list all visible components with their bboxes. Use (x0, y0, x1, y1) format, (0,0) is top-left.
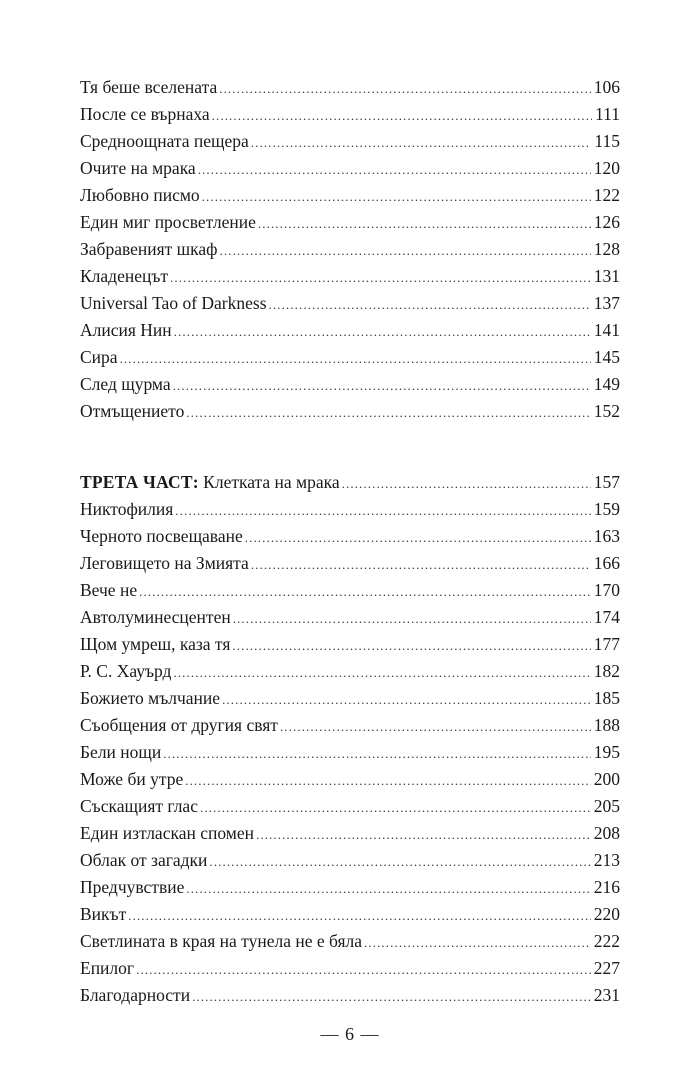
toc-entry (80, 371, 620, 398)
toc-entry-title: Universal Tao of Darkness (80, 293, 267, 313)
toc-entry-title: Вече не (80, 580, 138, 600)
toc-entry-page: 145 (593, 347, 620, 367)
toc-leader-dots (128, 902, 591, 929)
toc-leader-dots (198, 156, 591, 183)
toc-entry-page: 152 (593, 401, 620, 421)
toc-leader-dots (364, 929, 591, 956)
toc-leader-dots (219, 75, 591, 102)
toc-entry-page: 222 (593, 931, 620, 951)
toc-entry-page: 159 (593, 499, 620, 519)
toc-entry (80, 344, 620, 371)
toc-entry (80, 739, 620, 766)
toc-entry (80, 317, 620, 344)
toc-leader-dots (280, 713, 591, 740)
toc-entry-page: 128 (593, 239, 620, 259)
toc-entry (80, 101, 620, 128)
toc-entry-page: 216 (593, 877, 620, 897)
toc-leader-dots (269, 291, 591, 318)
toc-leader-dots (202, 183, 591, 210)
toc-entry-title: Автолуминесцентен (80, 607, 231, 627)
toc-leader-dots (163, 740, 591, 767)
toc-entry-page: 141 (593, 320, 620, 340)
toc-leader-dots (258, 210, 591, 237)
toc-entry (80, 712, 620, 739)
toc-entry-page: 111 (595, 104, 620, 124)
toc-entry-title: Забравеният шкаф (80, 239, 218, 259)
toc-leader-dots (245, 524, 591, 551)
toc-entry (80, 209, 620, 236)
toc-leader-dots (192, 983, 591, 1010)
toc-entry-page: 200 (593, 769, 620, 789)
toc-leader-dots (186, 875, 590, 902)
toc-entry (80, 658, 620, 685)
toc-entry (80, 290, 620, 317)
toc-entry-page: 122 (593, 185, 620, 205)
toc-entry (80, 793, 620, 820)
toc-entry-title: Съскащият глас (80, 796, 198, 816)
toc-entry-title: Любовно писмо (80, 185, 200, 205)
toc-entry-page: 170 (593, 580, 620, 600)
toc-entry-page: 115 (594, 131, 620, 151)
toc-entry-title: Един изтласкан спомен (80, 823, 254, 843)
toc-entry (80, 847, 620, 874)
toc-leader-dots (251, 551, 591, 578)
toc-entry (80, 982, 620, 1009)
toc-leader-dots (173, 372, 591, 399)
toc-entry (80, 928, 620, 955)
toc-leader-dots (233, 605, 591, 632)
toc-leader-dots (342, 470, 591, 497)
toc-entry-page: 177 (593, 634, 620, 654)
toc-entry-title: Очите на мрака (80, 158, 196, 178)
toc-leader-dots (185, 767, 591, 794)
toc-leader-dots (186, 399, 590, 426)
toc-entry (80, 398, 620, 425)
toc-entry-title: Леговището на Змията (80, 553, 249, 573)
toc-entry-page: 166 (593, 553, 620, 573)
toc-leader-dots (209, 848, 590, 875)
toc-leader-dots (232, 632, 590, 659)
toc-leader-dots (174, 318, 591, 345)
toc-entry-page: 227 (593, 958, 620, 978)
page-number: — 6 — (320, 1024, 380, 1044)
toc-entry-page: 157 (593, 472, 620, 492)
toc-entry-title: След щурма (80, 374, 171, 394)
toc-leader-dots (170, 264, 591, 291)
toc-entry (80, 874, 620, 901)
toc-entry-title: Може би утре (80, 769, 184, 789)
toc-entry-title: Божието мълчание (80, 688, 221, 708)
toc-entry-page: 231 (593, 985, 620, 1005)
toc-entry-page: 213 (593, 850, 620, 870)
toc-entry (80, 766, 620, 793)
toc-section-a (80, 74, 620, 425)
toc-entry-title: Викът (80, 904, 127, 924)
toc-leader-dots (173, 659, 590, 686)
toc-entry-page: 149 (593, 374, 620, 394)
toc-entry-page: 137 (593, 293, 620, 313)
toc-entry-page: 185 (593, 688, 620, 708)
toc-leader-dots (139, 578, 591, 605)
toc-leader-dots (120, 345, 591, 372)
section-gap (80, 425, 620, 469)
toc-entry-title: Черното посвещаване (80, 526, 243, 546)
part-heading-text (80, 469, 342, 496)
toc-entry-title: Един миг просветление (80, 212, 256, 232)
toc-entry-page: 163 (593, 526, 620, 546)
toc-entry (80, 236, 620, 263)
toc-entry-page: 188 (593, 715, 620, 735)
toc-leader-dots (175, 497, 590, 524)
toc-entry-title: Щом умреш, каза тя (80, 634, 231, 654)
toc-entry-title: Алисия Нин (80, 320, 172, 340)
toc-entry (80, 685, 620, 712)
toc-section-b (80, 469, 620, 1009)
toc-entry-title: Кладенецът (80, 266, 169, 286)
toc-entry (80, 128, 620, 155)
toc-entry-title: Никтофилия (80, 499, 174, 519)
toc-entry-page: 174 (593, 607, 620, 627)
toc-entry-title: После се върнаха (80, 104, 210, 124)
toc-entry-page: 126 (593, 212, 620, 232)
toc-entry (80, 263, 620, 290)
toc-entry-title: Средноощната пещера (80, 131, 249, 151)
toc-entry (80, 496, 620, 523)
toc-entry (80, 955, 620, 982)
toc-entry (80, 577, 620, 604)
toc-leader-dots (212, 102, 592, 129)
toc-leader-dots (251, 129, 592, 156)
toc-leader-dots (136, 956, 591, 983)
toc-entry-title: Бели нощи (80, 742, 162, 762)
toc-entry-page: 131 (593, 266, 620, 286)
toc-entry-title: Благодарности (80, 985, 191, 1005)
part-title: Клетката на мрака (203, 472, 340, 492)
toc-entry-title: Предчувствие (80, 877, 185, 897)
toc-entry-page: 208 (593, 823, 620, 843)
toc-entry-page: 220 (593, 904, 620, 924)
toc-entry-page: 106 (593, 77, 620, 97)
toc-entry-title: Светлината в края на тунела не е бяла (80, 931, 363, 951)
toc-entry-page: 205 (593, 796, 620, 816)
toc-entry-page: 120 (593, 158, 620, 178)
toc-entry (80, 820, 620, 847)
toc-part-heading (80, 469, 620, 496)
toc-entry-page: 195 (593, 742, 620, 762)
toc-entry (80, 631, 620, 658)
toc-entry-title: Съобщения от другия свят (80, 715, 278, 735)
toc-entry-page: 182 (593, 661, 620, 681)
toc-entry (80, 604, 620, 631)
toc-entry (80, 74, 620, 101)
toc-entry (80, 155, 620, 182)
toc-leader-dots (200, 794, 591, 821)
toc-entry-title: Облак от загадки (80, 850, 208, 870)
toc-leader-dots (222, 686, 591, 713)
toc-entry-title: Епилог (80, 958, 135, 978)
toc-leader-dots (256, 821, 591, 848)
toc-entry-title: Тя беше вселената (80, 77, 218, 97)
toc-entry (80, 901, 620, 928)
table-of-contents (80, 74, 620, 1009)
toc-leader-dots (220, 237, 591, 264)
toc-entry (80, 523, 620, 550)
toc-entry-title: Отмъщението (80, 401, 185, 421)
toc-entry-title: Сира (80, 347, 118, 367)
toc-entry-title: Р. С. Хауърд (80, 661, 172, 681)
toc-entry (80, 550, 620, 577)
toc-entry (80, 182, 620, 209)
part-label: ТРЕТА ЧАСТ: (80, 472, 199, 492)
